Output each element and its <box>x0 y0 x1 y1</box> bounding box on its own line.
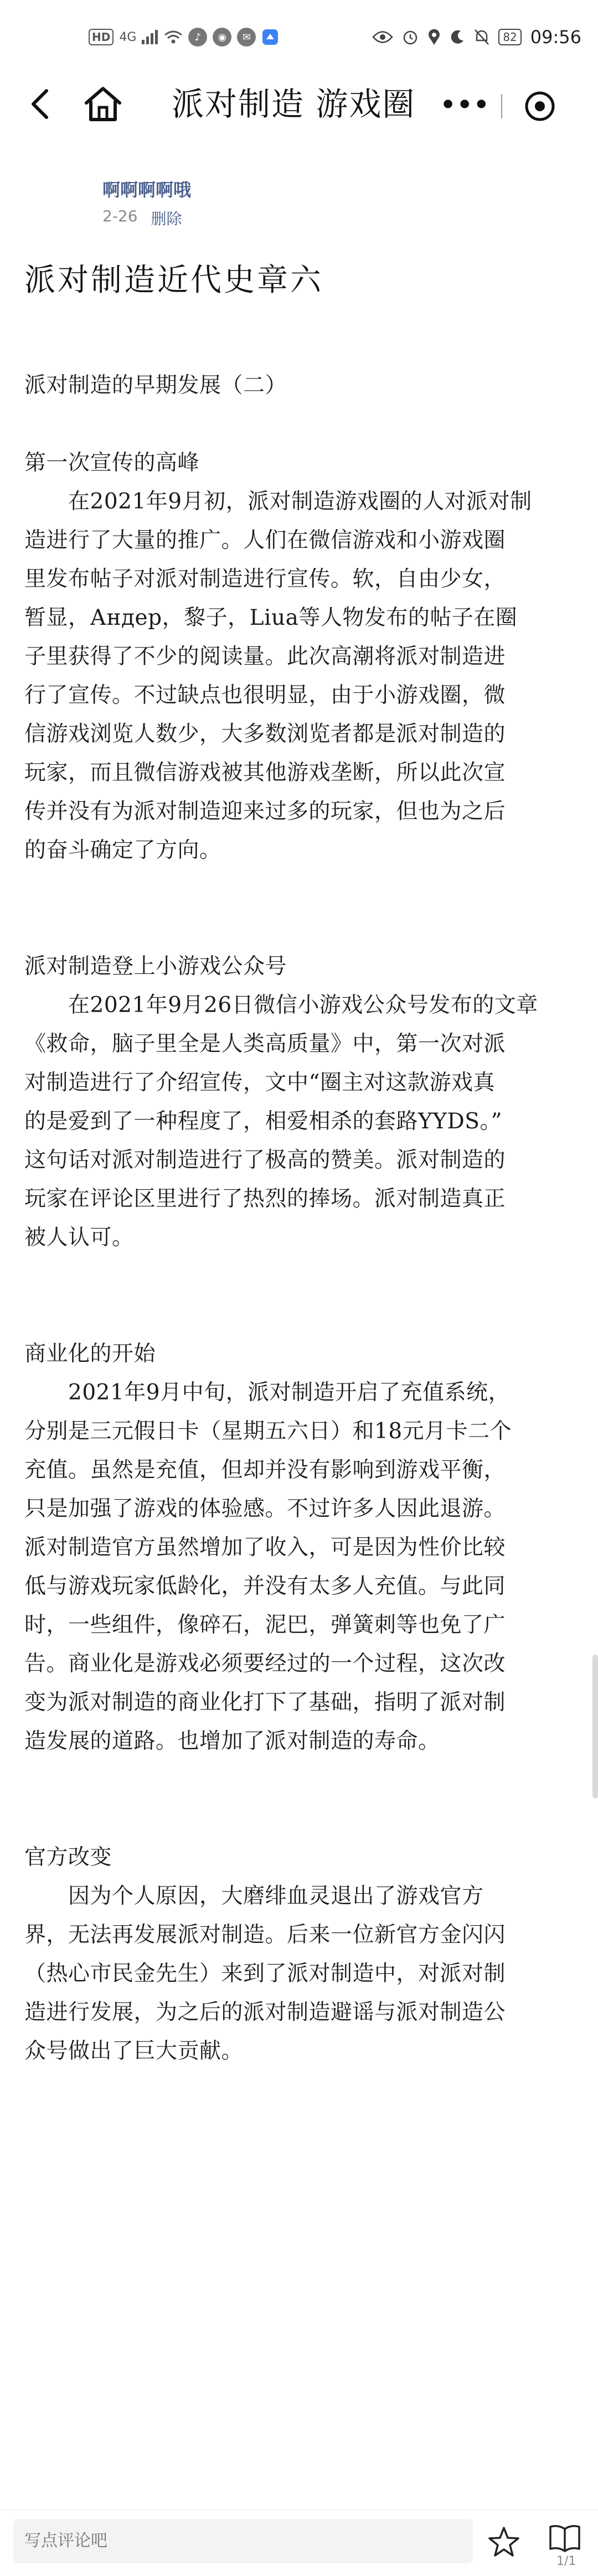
star-icon[interactable] <box>487 2526 520 2559</box>
blank-line <box>24 1761 574 1800</box>
article-line: 因为个人原因，大磨绯血灵退出了游戏官方 <box>24 1884 484 1909</box>
article-line: 时，一些组件，像碎石，泥巴，弹簧刺等也免了广 <box>24 1613 506 1637</box>
comment-input[interactable] <box>13 2519 473 2563</box>
article-line: 造进行了大量的推广。人们在微信游戏和小游戏圈 <box>24 528 506 553</box>
post-meta <box>102 207 182 229</box>
page-count: 1/1 <box>556 2554 576 2568</box>
app-notification-icon: ♪ <box>188 28 207 46</box>
post-date: 2-26 <box>102 207 138 225</box>
article-line: 告。商业化是游戏必须要经过的一个过程，这次改 <box>24 1651 506 1676</box>
article-title: 派对制造近代史章六 <box>24 262 323 298</box>
article-line: 玩家在评论区里进行了热烈的捧场。派对制造真正 <box>24 1186 506 1211</box>
scrollbar[interactable] <box>592 1655 598 1798</box>
blank-line <box>24 405 574 444</box>
back-arrow-icon[interactable] <box>24 87 58 121</box>
article-line: 被人认可。 <box>24 1225 134 1250</box>
clock: 09:56 <box>530 27 581 48</box>
moon-icon <box>450 29 465 45</box>
article-line: 里发布帖子对派对制造进行宣传。软，自由少女， <box>24 567 506 592</box>
navigation-bar <box>0 72 598 133</box>
article-line: 子里获得了不少的阅读量。此次高潮将派对制造进 <box>24 644 506 669</box>
article-line: 在2021年9月26日微信小游戏公众号发布的文章 <box>24 993 538 1018</box>
article-line: 的是爱到了一种程度了，相爱相杀的套路YYDS。” <box>24 1109 502 1134</box>
article-line: 派对制造登上小游戏公众号 <box>24 954 287 979</box>
hd-badge: HD <box>89 29 114 45</box>
bottom-bar <box>0 2510 598 2576</box>
blank-line <box>24 870 574 909</box>
blank-line <box>24 1257 574 1296</box>
article-line: 商业化的开始 <box>24 1341 156 1366</box>
article-line: 这句话对派对制造进行了极高的赞美。派对制造的 <box>24 1148 506 1173</box>
alarm-icon <box>402 29 419 45</box>
author-name[interactable]: 啊啊啊啊哦 <box>102 179 192 200</box>
article-line: 在2021年9月初，派对制造游戏圈的人对派对制 <box>24 489 532 514</box>
article-line: 造进行发展，为之后的派对制造避谣与派对制造公 <box>24 2000 506 2025</box>
article-line: 传并没有为派对制造迎来过多的玩家，但也为之后 <box>24 799 506 824</box>
blank-line <box>24 909 574 947</box>
book-icon[interactable] <box>548 2523 581 2552</box>
article-line: 派对制造官方虽然增加了收入，可是因为性价比较 <box>24 1535 506 1560</box>
page-title: 派对制造 游戏圈 <box>172 85 416 123</box>
wifi-icon <box>164 30 183 44</box>
home-icon[interactable] <box>83 85 123 123</box>
article-line: 2021年9月中旬，派对制造开启了充值系统， <box>24 1380 511 1405</box>
article-line: 玩家，而且微信游戏被其他游戏垄断，所以此次宣 <box>24 760 506 785</box>
blank-line <box>24 1800 574 1838</box>
article-line: 造发展的道路。也增加了派对制造的寿命。 <box>24 1729 440 1754</box>
close-miniprogram-icon[interactable] <box>523 90 556 123</box>
article-line: 对制造进行了介绍宣传，文中“圈主对这款游戏真 <box>24 1070 495 1095</box>
app-notification-icon-3: ✉ <box>237 28 256 46</box>
eye-icon <box>372 30 393 44</box>
network-type: 4G <box>119 30 137 44</box>
article-line: 分别是三元假日卡（星期五六日）和18元月卡二个 <box>24 1419 512 1444</box>
more-options-button[interactable]: ••• <box>440 91 491 119</box>
location-icon <box>427 29 441 45</box>
article-line: 变为派对制造的商业化打下了基础，指明了派对制 <box>24 1690 506 1715</box>
article-line: 第一次宣传的高峰 <box>24 450 200 475</box>
article-line: 界，无法再发展派对制造。后来一位新官方金闪闪 <box>24 1922 506 1947</box>
article-line: 派对制造的早期发展（二） <box>24 373 287 398</box>
blank-line <box>24 1296 574 1335</box>
article-line: 充值。虽然是充值，但却并没有影响到游戏平衡， <box>24 1458 506 1483</box>
article-line: 低与游戏玩家低龄化，并没有太多人充值。与此同 <box>24 1574 506 1599</box>
message-app-icon <box>261 28 279 46</box>
nav-divider <box>501 94 502 118</box>
article-line: 众号做出了巨大贡献。 <box>24 2039 244 2064</box>
article-line: （热心市民金先生）来到了派对制造中，对派对制 <box>24 1961 506 1986</box>
app-notification-icon-2: ◉ <box>213 28 231 46</box>
article-line: 《救命，脑子里全是人类高质量》中，第一次对派 <box>24 1032 506 1056</box>
mute-icon <box>474 29 489 45</box>
article-line: 行了宣传。不过缺点也很明显，由于小游戏圈，微 <box>24 683 506 708</box>
article-line: 只是加强了游戏的体验感。不过许多人因此退游。 <box>24 1496 506 1521</box>
status-bar <box>0 0 598 72</box>
status-bar-left <box>89 23 279 51</box>
signal-icon <box>142 30 158 44</box>
article-line: 的奋斗确定了方向。 <box>24 838 221 863</box>
article-line: 官方改变 <box>24 1845 112 1870</box>
battery-indicator: 82 <box>498 29 521 45</box>
article-line: 暂显，Андер，黎子，Liua等人物发布的帖子在圈 <box>24 605 518 630</box>
article-body <box>24 366 574 2071</box>
delete-button[interactable]: 删除 <box>151 210 182 228</box>
status-bar-right <box>372 23 581 51</box>
article-line: 信游戏浏览人数少，大多数浏览者都是派对制造的 <box>24 722 506 747</box>
